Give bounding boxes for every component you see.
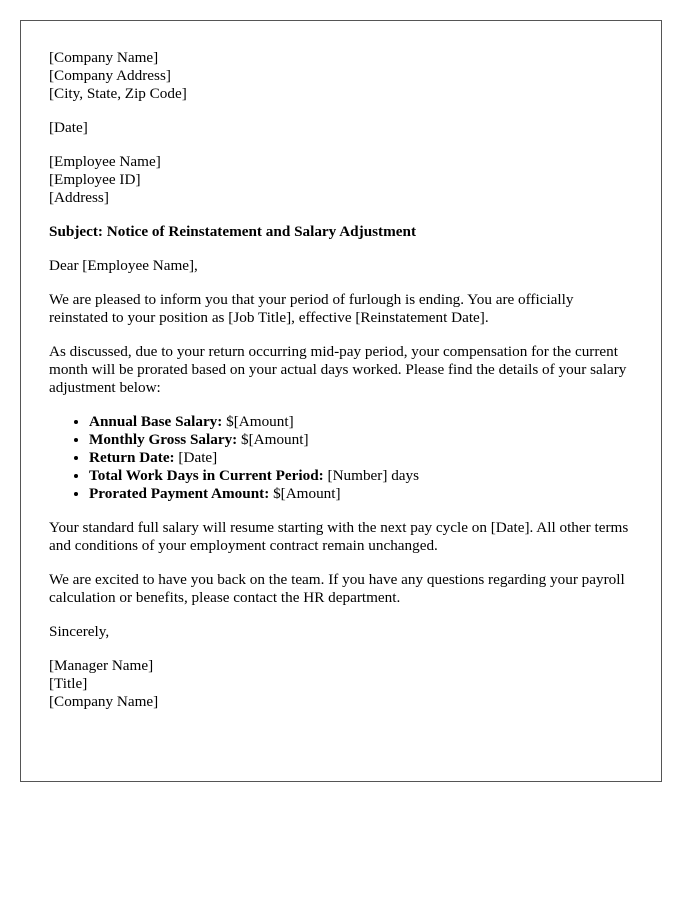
- detail-label: Monthly Gross Salary:: [89, 431, 238, 448]
- letter-page: [20, 20, 662, 782]
- salary-details-list: [49, 413, 633, 503]
- signature-name: [Manager Name]: [49, 657, 154, 674]
- letter-date: [49, 119, 633, 137]
- signature-title: [Title]: [49, 675, 88, 692]
- paragraph-proration: As discussed, due to your return occurring mid-pay period, your compensation for the current month will be prorated based on your actual days worked. Please find the details of your salary adjustment below:: [49, 343, 627, 396]
- signature-block: [49, 657, 633, 711]
- recipient-name: [Employee Name]: [49, 153, 161, 170]
- detail-label: Prorated Payment Amount:: [89, 485, 270, 502]
- sender-city-state-zip: [City, State, Zip Code]: [49, 85, 187, 102]
- paragraph-salary-resume: Your standard full salary will resume starting with the next pay cycle on [Date]. All other terms and conditions of your employment contract remain unchanged.: [49, 519, 629, 554]
- subject-line: Subject: Notice of Reinstatement and Salary Adjustment: [49, 223, 416, 240]
- detail-value: $[Amount]: [269, 485, 341, 502]
- closing: Sincerely,: [49, 623, 110, 640]
- detail-item-annual-base-salary: [89, 413, 633, 431]
- detail-item-total-work-days: [89, 467, 633, 485]
- detail-value: [Number] days: [323, 467, 420, 484]
- detail-value: $[Amount]: [237, 431, 309, 448]
- paragraph-welcome-back: We are excited to have you back on the team. If you have any questions regarding your payroll calculation or benefits, please contact the HR department.: [49, 571, 625, 606]
- detail-item-return-date: [89, 449, 633, 467]
- detail-item-monthly-gross-salary: [89, 431, 633, 449]
- recipient-id: [Employee ID]: [49, 171, 141, 188]
- sender-address: [49, 49, 633, 103]
- detail-value: $[Amount]: [222, 413, 294, 430]
- detail-item-prorated-payment: [89, 485, 633, 503]
- date-text: [Date]: [49, 119, 88, 136]
- paragraph-reinstatement: We are pleased to inform you that your period of furlough is ending. You are officially reinstated to your position as [Job Title], effective [Reinstatement Date].: [49, 291, 574, 326]
- sender-company-name: [Company Name]: [49, 49, 159, 66]
- detail-label: Return Date:: [89, 449, 175, 466]
- signature-company: [Company Name]: [49, 693, 159, 710]
- sender-company-address: [Company Address]: [49, 67, 171, 84]
- detail-label: Annual Base Salary:: [89, 413, 223, 430]
- greeting: Dear [Employee Name],: [49, 257, 198, 274]
- recipient-address-line: [Address]: [49, 189, 109, 206]
- recipient-address: [49, 153, 633, 207]
- detail-label: Total Work Days in Current Period:: [89, 467, 324, 484]
- detail-value: [Date]: [174, 449, 218, 466]
